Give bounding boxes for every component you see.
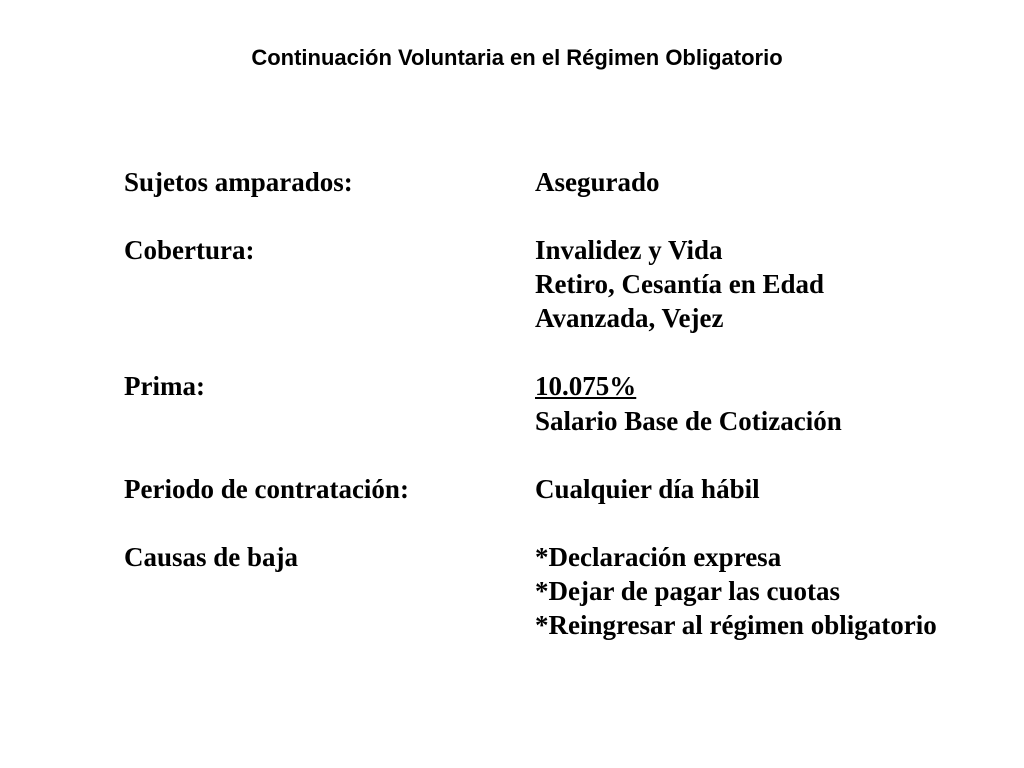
value-declaracion-expresa: *Declaración expresa bbox=[535, 542, 782, 572]
value-retiro-cesantia: Retiro, Cesantía en Edad bbox=[535, 269, 825, 299]
slide-title: Continuación Voluntaria en el Régimen Obligatorio bbox=[251, 45, 783, 70]
value-cualquier-dia-habil: Cualquier día hábil bbox=[535, 474, 760, 504]
value-dejar-de-pagar: *Dejar de pagar las cuotas bbox=[535, 576, 840, 606]
label-periodo-contratacion: Periodo de contratación: bbox=[124, 474, 409, 504]
value-reingresar-regimen: *Reingresar al régimen obligatorio bbox=[535, 610, 937, 640]
label-prima: Prima: bbox=[124, 371, 205, 401]
label-cobertura: Cobertura: bbox=[124, 235, 255, 265]
value-asegurado: Asegurado bbox=[535, 167, 660, 197]
value-avanzada-vejez: Avanzada, Vejez bbox=[535, 303, 724, 333]
value-prima-porcentaje: 10.075% bbox=[535, 371, 637, 401]
label-causas-de-baja: Causas de baja bbox=[124, 542, 299, 572]
value-invalidez-vida: Invalidez y Vida bbox=[535, 235, 723, 265]
label-sujetos-amparados: Sujetos amparados: bbox=[124, 167, 353, 197]
value-salario-base: Salario Base de Cotización bbox=[535, 406, 842, 436]
